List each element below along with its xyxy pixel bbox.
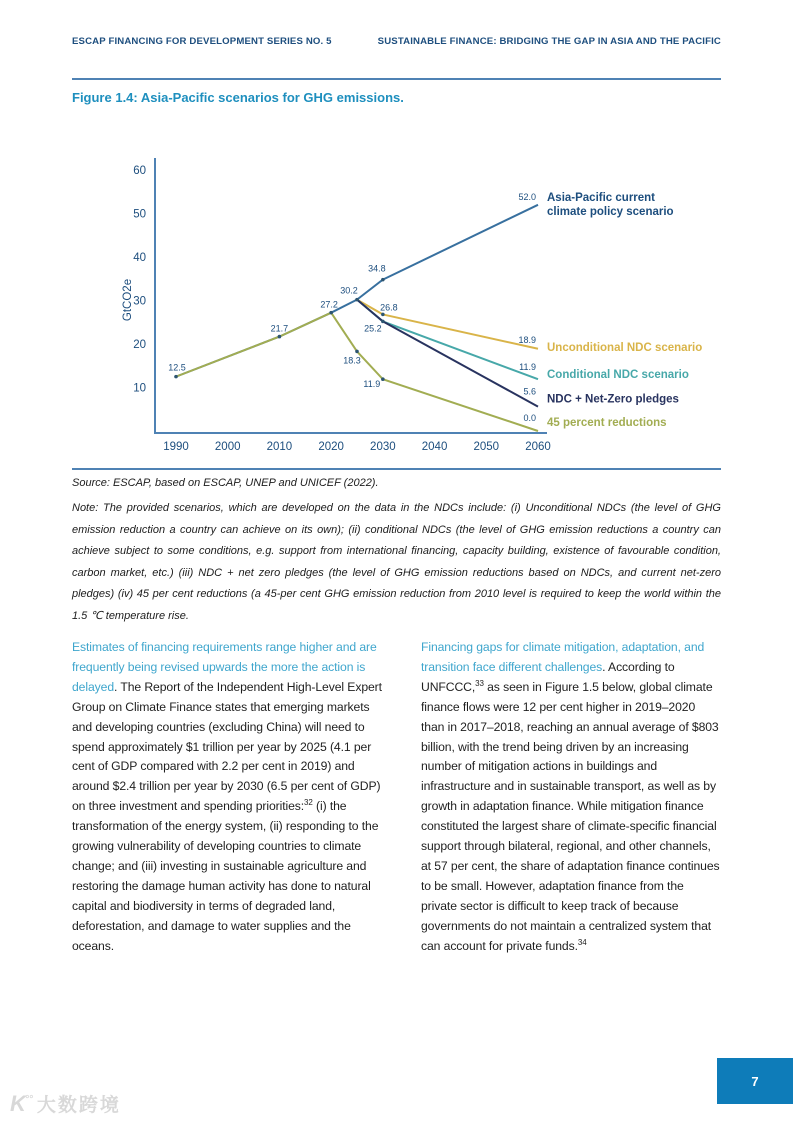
series-legend-label: climate policy scenario <box>547 205 674 218</box>
left-paragraph-body-2: (i) the transformation of the energy system, (ii) responding to the growing vulnerability of developing countries to climate change; and (iii) investing in sustainable agriculture and restoring the damage human activity has done to natural capital and biodiversity in terms of degraded land, deforestation, and damage to water supplies and the oceans. <box>72 799 379 953</box>
body-columns <box>72 638 721 957</box>
series-legend-label: 45 percent reductions <box>547 417 667 429</box>
data-point-label: 27.2 <box>320 299 338 310</box>
series-end-value: 52.0 <box>518 191 536 202</box>
x-tick-label: 2050 <box>473 441 500 453</box>
series-legend-label: Conditional NDC scenario <box>547 369 689 382</box>
running-header-left: ESCAP FINANCING FOR DEVELOPMENT SERIES NO. 5 <box>72 36 332 47</box>
data-point-label: 26.8 <box>380 302 398 313</box>
footnote-ref-33: 33 <box>475 678 484 688</box>
x-tick-label: 2000 <box>214 441 241 453</box>
right-paragraph-body-1: . According to UNFCCC, <box>421 659 675 694</box>
series-line-4 <box>176 313 538 431</box>
left-paragraph-body-1: . The Report of the Independent High-Level Expert Group on Climate Finance states that emerging markets and developing countries (excluding China) will need to spend approximately $1 trillion per year by 2025 (4.1 per cent of GDP compared with 2.2 per cent in 2019) and around $2.4 trillion per year by 2030 (6.5 per cent of GDP) on three investment and spending priorities: <box>72 679 382 814</box>
data-point <box>174 375 178 379</box>
y-tick-label: 10 <box>133 382 146 395</box>
y-tick-label: 60 <box>133 165 146 177</box>
y-tick-label: 20 <box>133 339 146 351</box>
data-point-label: 18.3 <box>343 355 361 366</box>
series-end-value: 0.0 <box>523 413 536 423</box>
figure-source: Source: ESCAP, based on ESCAP, UNEP and UNICEF (2022). <box>72 477 379 489</box>
watermark-text: 大数跨境 <box>36 1095 121 1116</box>
watermark <box>10 1090 121 1117</box>
watermark-logo-icon: K°° <box>10 1090 33 1116</box>
x-tick-label: 2060 <box>525 441 551 453</box>
page-number: 7 <box>751 1073 759 1089</box>
body-column-right <box>421 638 721 957</box>
y-tick-label: 30 <box>133 295 146 308</box>
body-column-left <box>72 638 390 957</box>
y-tick-label: 40 <box>133 252 146 264</box>
y-tick-label: 50 <box>133 208 146 221</box>
footnote-ref-34: 34 <box>577 937 587 947</box>
running-header-right: SUSTAINABLE FINANCE: BRIDGING THE GAP IN ASIA AND THE PACIFIC <box>377 36 721 47</box>
x-tick-label: 2010 <box>266 441 293 453</box>
data-point <box>355 298 359 302</box>
series-end-value: 5.6 <box>523 386 536 397</box>
data-point-label: 30.2 <box>340 285 358 296</box>
right-paragraph-lead: Financing gaps for climate mitigation, adaptation, and transition face different challenges <box>421 640 705 674</box>
data-point <box>355 350 359 354</box>
ghg-scenarios-chart <box>0 0 793 470</box>
x-tick-label: 2040 <box>421 441 448 453</box>
series-legend-label: Unconditional NDC scenario <box>547 341 703 354</box>
data-point-label: 34.8 <box>368 263 386 274</box>
footnote-ref-32: 32 <box>304 798 313 808</box>
data-point <box>329 311 333 315</box>
page-number-box <box>717 1058 793 1104</box>
data-point-label: 21.7 <box>270 323 289 334</box>
data-point <box>381 377 385 381</box>
x-tick-label: 2020 <box>318 441 344 453</box>
figure-bottom-rule <box>72 468 721 470</box>
figure-title: Figure 1.4: Asia-Pacific scenarios for GHG emissions. <box>72 90 404 105</box>
x-tick-label: 1990 <box>163 441 189 453</box>
series-legend-label: NDC + Net-Zero pledges <box>547 393 679 406</box>
x-tick-label: 2030 <box>370 441 396 453</box>
data-point-label: 12.5 <box>168 362 186 373</box>
right-paragraph-body-2: as seen in Figure 1.5 below, global climate finance flows were 12 per cent higher in 2019–2020 than in 2017–2018, reaching an annual average of $803 billion, with the trend being driven by an increasing number of mitigation actions in buildings and infrastructure and in sustainable transport, as well as by growth in adaptation finance. While mitigation finance constituted the largest share of climate-specific financial support through bilateral, regional, and other channels, at 57 per cent, the share of adaptation finance continues to be small. However, adaptation finance from the private sector is difficult to keep track of because governments do not maintain a centralized system that can account for private funds. <box>421 679 720 953</box>
series-legend-label: Asia-Pacific current <box>547 191 656 204</box>
series-end-value: 18.9 <box>518 334 536 345</box>
series-end-value: 11.9 <box>519 362 536 373</box>
data-point <box>278 335 282 339</box>
data-point <box>381 313 385 317</box>
left-paragraph-lead: Estimates of financing requirements range higher and are frequently being revised upwards the more the action is delayed <box>72 640 377 694</box>
data-point-label: 11.9 <box>363 379 381 390</box>
y-axis-title: GtCO2e <box>122 278 134 322</box>
data-point-label: 25.2 <box>364 323 382 334</box>
figure-note: Note: The provided scenarios, which are developed on the data in the NDCs include: (i) Unconditional NDCs (the level of GHG emission reduction a country can achieve on its own); (ii) conditional NDCs (the level of GHG emission reductions a country can achieve subject to some conditions, e.g. support from international financing, capacity building, existence of favourable condition, carbon market, etc.) (iii) NDC + net zero pledges (the level of GHG emission reductions based on NDCs, and current net-zero pledges) (iv) 45 per cent reductions (a 45-per cent GHG emission reduction from 2010 level is required to keep the world within the 1.5 ℃ temperature rise. <box>72 502 721 622</box>
data-point <box>381 278 385 282</box>
